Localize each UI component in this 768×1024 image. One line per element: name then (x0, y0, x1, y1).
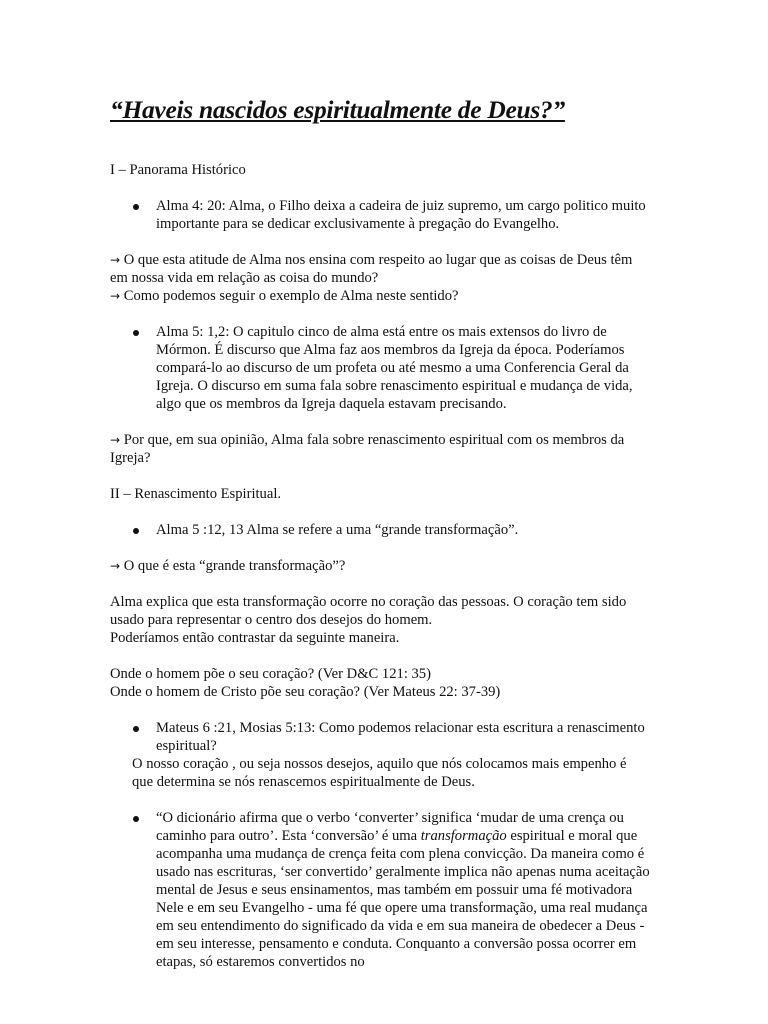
arrow-right-icon: → (110, 559, 121, 573)
arrow-right-icon: → (110, 433, 121, 447)
page-title: “Haveis nascidos espiritualmente de Deus?” (110, 95, 565, 124)
document-page (110, 95, 650, 971)
bullet-icon (133, 330, 139, 336)
bullet-icon (133, 204, 139, 210)
bullet-item-4: Mateus 6 :21, Mosias 5:13: Como podemos relacionar esta escritura a renascimento espiritual? (110, 719, 650, 755)
italic-word: transformação (420, 828, 507, 844)
bullet-item-5: “O dicionário afirma que o verbo ‘converter’ significa ‘mudar de uma crença ou caminho para outro’. Esta ‘conversão’ é uma transformação espiritual e moral que acompanha uma mudança de crença feita com plena convicção. Da maneira como é usado nas escrituras, ‘ser convertido’ geralmente implica não apenas numa aceitação mental de Jesus e seus ensinamentos, mas também em possuir uma fé motivadora Nele e em seu Evangelho - uma fé que opere uma transformação, uma real mudança em seu entendimento do significado da vida e em sua maneira de obedecer a Deus - em seu interesse, pensamento e conduta. Conquanto a conversão possa ocorrer em etapas, só estaremos convertidos no (110, 809, 650, 971)
question-3: → O que é esta “grande transformação”? (110, 558, 346, 574)
bullet-icon (133, 816, 139, 822)
bullet-icon (133, 528, 139, 534)
question-1b: → Como podemos seguir o exemplo de Alma neste sentido? (110, 288, 459, 304)
paragraph-3: O nosso coração , ou seja nossos desejos, aquilo que nós colocamos mais empenho é que determina se nós renascemos espiritualmente de Deus. (132, 756, 627, 790)
paragraph-2-line-1: Onde o homem põe o seu coração? (Ver D&C 121: 35) (110, 666, 431, 682)
section-heading-1: I – Panorama Histórico (110, 162, 246, 178)
bullet-item-3: Alma 5 :12, 13 Alma se refere a uma “grande transformação”. (110, 521, 650, 539)
section-heading-2: II – Renascimento Espiritual. (110, 486, 282, 502)
arrow-right-icon: → (110, 253, 121, 267)
paragraph-1-line-1: Alma explica que esta transformação ocorre no coração das pessoas. O coração tem sido usado para representar o centro dos desejos do homem. (110, 594, 627, 628)
question-1a: → O que esta atitude de Alma nos ensina com respeito ao lugar que as coisas de Deus têm em nossa vida em relação as coisa do mundo? (110, 252, 633, 286)
paragraph-2-line-2: Onde o homem de Cristo põe seu coração? (Ver Mateus 22: 37-39) (110, 684, 501, 700)
paragraph-1-line-2: Poderíamos então contrastar da seguinte maneira. (110, 630, 400, 646)
arrow-right-icon: → (110, 289, 121, 303)
bullet-icon (133, 726, 139, 732)
question-2: → Por que, em sua opinião, Alma fala sobre renascimento espiritual com os membros da Igreja? (110, 432, 625, 466)
bullet-item-2: Alma 5: 1,2: O capitulo cinco de alma está entre os mais extensos do livro de Mórmon. É discurso que Alma faz aos membros da Igreja da época. Poderíamos compará-lo ao discurso de um profeta ou até mesmo a uma Conferencia Geral da Igreja. O discurso em suma fala sobre renascimento espiritual e mudança de vida, algo que os membros da Igreja daquela estavam precisando. (110, 323, 650, 413)
bullet-item-1: Alma 4: 20: Alma, o Filho deixa a cadeira de juiz supremo, um cargo politico muito importante para se dedicar exclusivamente à pregação do Evangelho. (110, 197, 650, 233)
